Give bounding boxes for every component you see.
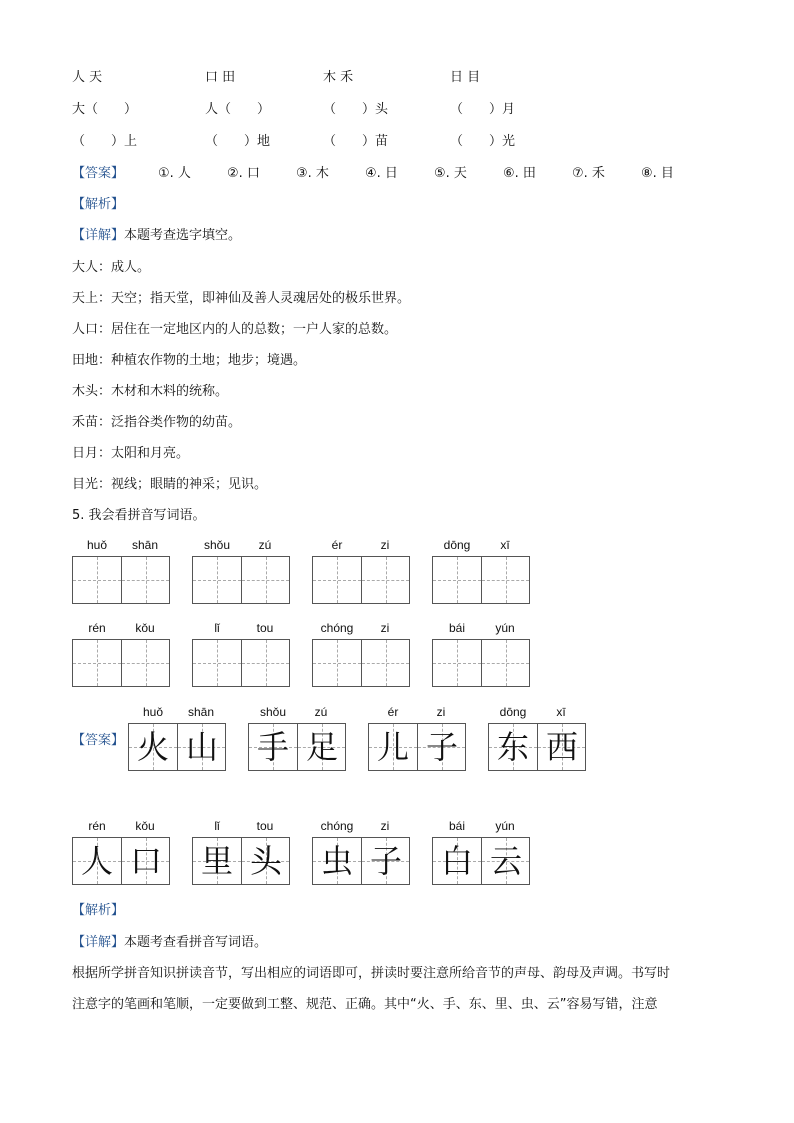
choice-group-1: 人 天 [72,70,103,85]
choice-group-3: 木 禾 [323,70,354,85]
answer-grid [488,723,586,771]
pinyin: yún [495,819,515,833]
answer-character: 山 [185,728,218,766]
answer-character: 东 [496,728,529,766]
detail-line [72,224,241,243]
answer-item: ④. 日 [365,166,398,181]
answer-character: 火 [136,728,169,766]
answer-label: 【答案】 [72,166,125,181]
detail-intro: 本题考查看拼音写词语。 [124,935,268,950]
explanation-line: 根据所学拼音知识拼读音节，写出相应的词语即可，拼读时要注意所给音节的声母、韵母及声调。书写时 [72,966,671,981]
pinyin: chóng [320,621,354,635]
writing-grid[interactable] [432,556,530,604]
blank-8: （ ）光 [450,134,516,149]
explanation-line: 大人：成人。 [72,260,151,275]
detail-line [72,931,267,950]
explanation-line: 木头：木材和木料的统称。 [72,384,229,399]
answer-grid [368,723,466,771]
pinyin: zú [314,705,328,719]
writing-grid[interactable] [312,639,410,687]
pinyin: dōng [443,538,471,552]
pinyin: ér [387,705,399,719]
answer-grid [72,837,170,885]
pinyin: tou [256,819,274,833]
pinyin: chóng [320,819,354,833]
detail-label: 【详解】 [72,935,125,950]
answer-item: ⑦. 禾 [572,166,605,181]
answer-character: 足 [305,728,338,766]
answer-grid [128,723,226,771]
writing-grid[interactable] [312,556,410,604]
analysis-label: 【解析】 [72,197,125,212]
explanation-line: 人口：居住在一定地区内的人的总数；一户人家的总数。 [72,322,398,337]
answer-character: 云 [489,842,522,880]
writing-grid[interactable] [192,639,290,687]
answer-item: ⑤. 天 [434,166,467,181]
blank-3: （ ）头 [323,102,389,117]
writing-grid[interactable] [72,556,170,604]
answer-character: 儿 [376,728,409,766]
blank-4: （ ）月 [450,102,516,117]
pinyin: shān [187,705,215,719]
answer-label: 【答案】 [72,733,125,748]
answer-character: 西 [545,728,578,766]
blank-7: （ ）苗 [323,134,389,149]
pinyin: huǒ [142,705,164,719]
blank-1: 大（ ） [72,102,138,117]
pinyin: bái [448,621,465,635]
pinyin: rén [88,621,106,635]
detail-label: 【详解】 [72,228,125,243]
pinyin: ér [331,538,343,552]
answer-character: 口 [129,842,162,880]
detail-intro: 本题考查选字填空。 [124,228,242,243]
explanation-line: 天上：天空；指天堂，即神仙及善人灵魂居处的极乐世界。 [72,291,411,306]
pinyin: zi [380,819,390,833]
answer-character: 子 [369,842,402,880]
pinyin: zi [380,538,390,552]
explanation-line: 目光：视线；眼睛的神采；见识。 [72,477,268,492]
writing-grid[interactable] [192,556,290,604]
pinyin: huǒ [86,538,108,552]
writing-grid[interactable] [72,639,170,687]
answer-character: 虫 [320,842,353,880]
answer-grid [192,837,290,885]
answer-character: 人 [80,842,113,880]
pinyin: zi [380,621,390,635]
explanation-line: 注意字的笔画和笔顺，一定要做到工整、规范、正确。其中“火、手、东、里、虫、云”容易写错，注意 [72,997,658,1012]
choice-group-2: 口 田 [205,70,236,85]
explanation-line: 禾苗：泛指谷类作物的幼苗。 [72,415,242,430]
answer-item: ①. 人 [158,166,191,181]
answer-character: 里 [200,842,233,880]
answer-item: ③. 木 [296,166,329,181]
answer-item: ②. 口 [227,166,260,181]
pinyin: tou [256,621,274,635]
pinyin: kǒu [135,621,155,635]
answer-grid [312,837,410,885]
pinyin: rén [88,819,106,833]
pinyin: lǐ [214,621,220,635]
analysis-label: 【解析】 [72,903,125,918]
answer-character: 子 [425,728,458,766]
pinyin: kǒu [135,819,155,833]
answer-grid [248,723,346,771]
pinyin: zú [258,538,272,552]
pinyin: dōng [499,705,527,719]
pinyin: bái [448,819,465,833]
question-5-title: 5. 我会看拼音写词语。 [72,508,206,523]
pinyin: yún [495,621,515,635]
choice-group-4: 日 目 [450,70,481,85]
explanation-line: 日月：太阳和月亮。 [72,446,190,461]
pinyin: shǒu [259,705,287,719]
pinyin: lǐ [214,819,220,833]
answer-item: ⑧. 目 [641,166,674,181]
pinyin: shān [131,538,159,552]
pinyin: xī [556,705,566,719]
answer-item: ⑥. 田 [503,166,536,181]
blank-6: （ ）地 [205,134,271,149]
pinyin: zi [436,705,446,719]
pinyin: xī [500,538,510,552]
writing-grid[interactable] [432,639,530,687]
answer-character: 手 [256,728,289,766]
answer-grid [432,837,530,885]
pinyin: shǒu [203,538,231,552]
explanation-line: 田地：种植农作物的土地；地步；境遇。 [72,353,307,368]
blank-2: 人（ ） [205,102,271,117]
answer-character: 头 [249,842,282,880]
blank-5: （ ）上 [72,134,138,149]
answer-character: 白 [440,842,473,880]
